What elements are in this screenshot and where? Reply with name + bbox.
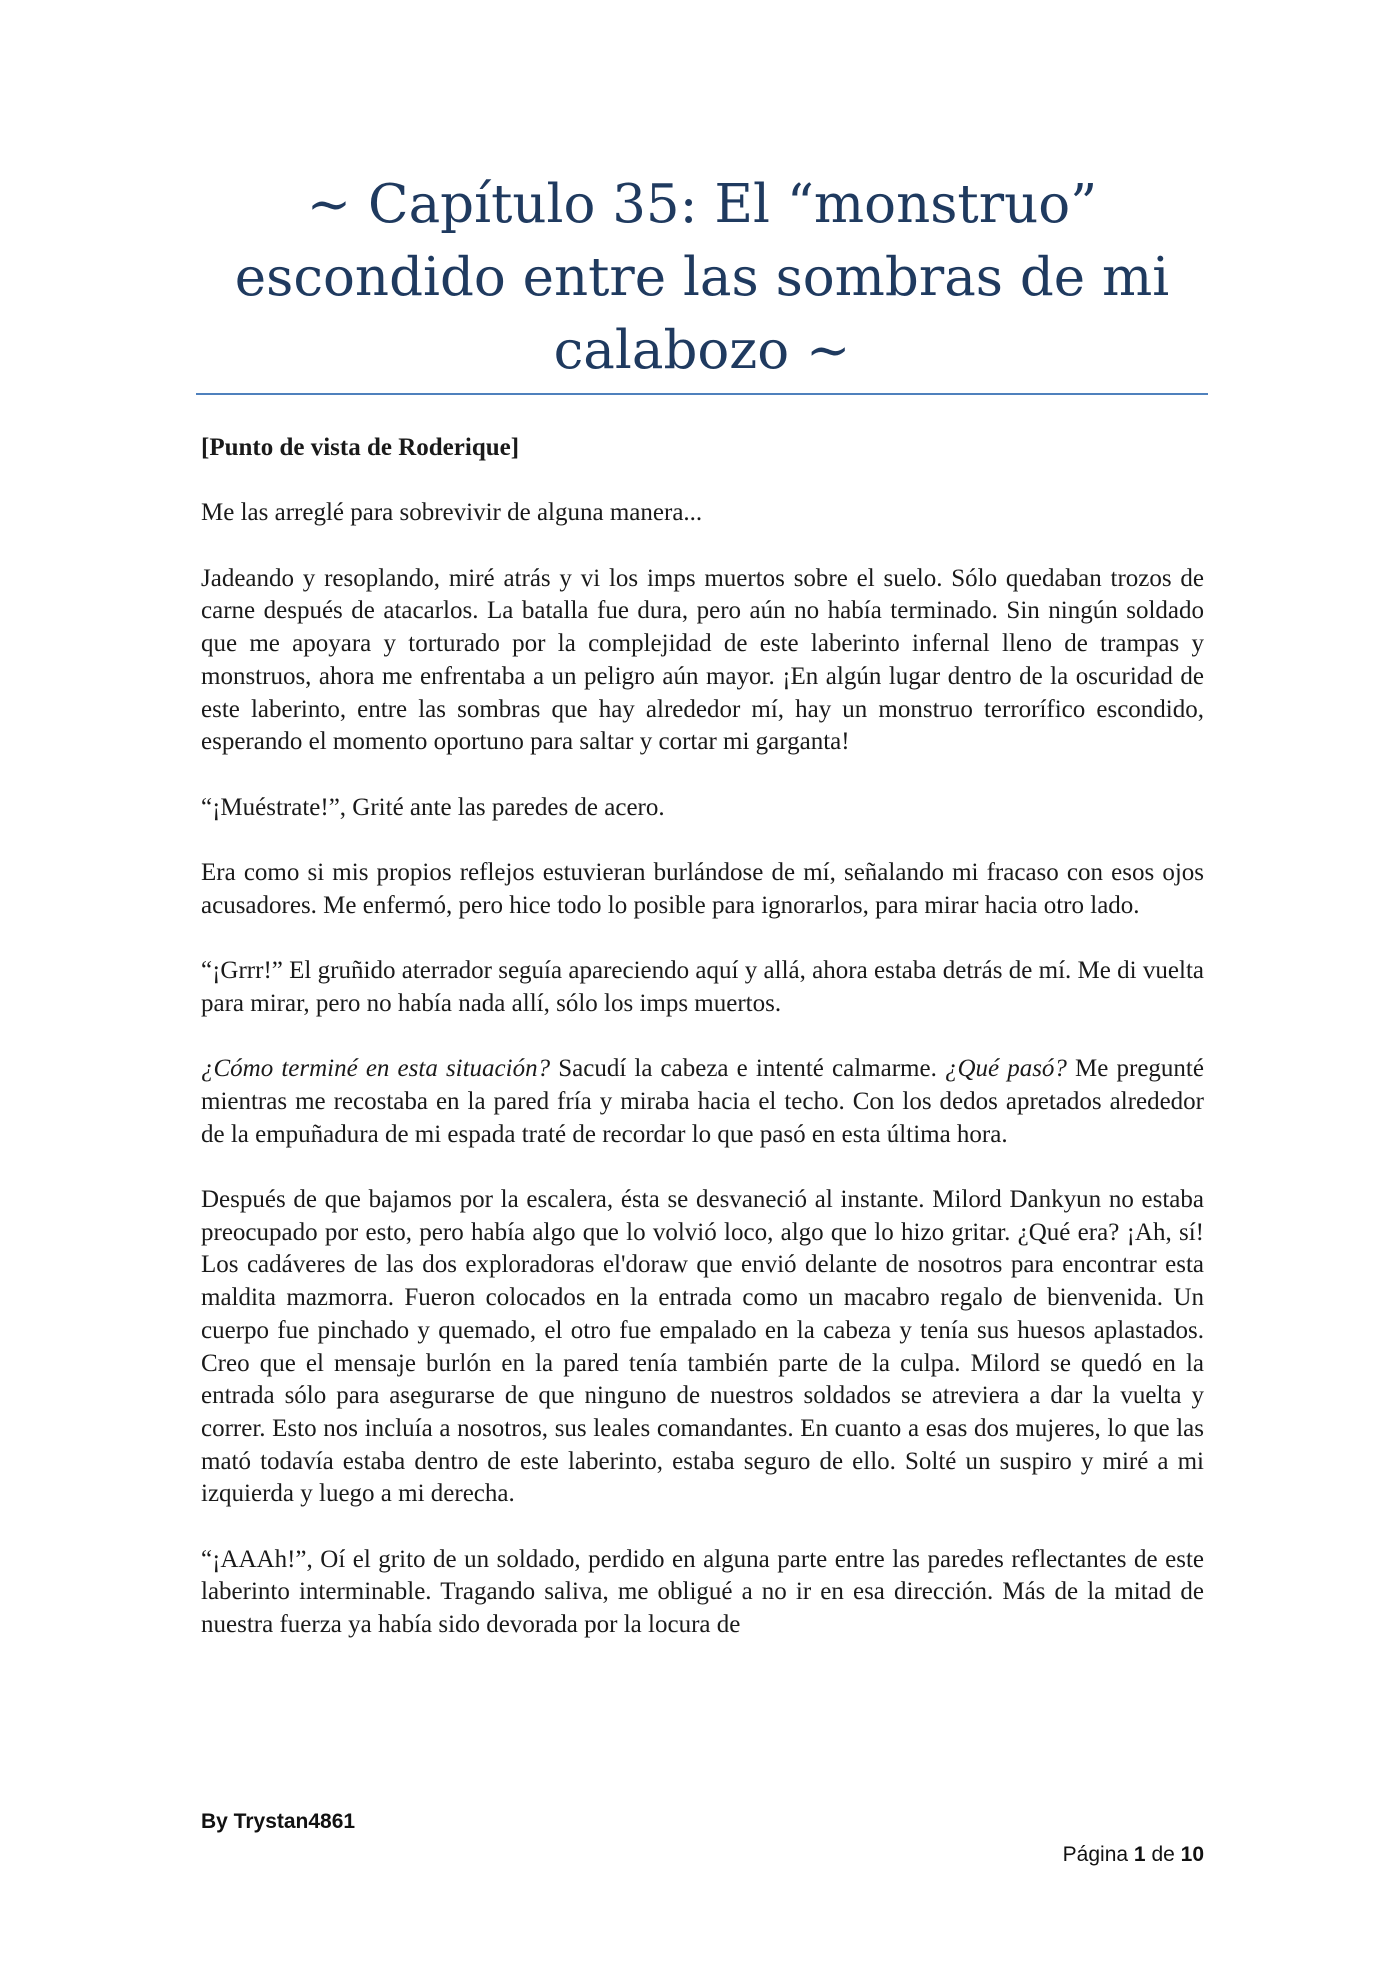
paragraph-4: Era como si mis propios reflejos estuvieran burlándose de mí, señalando mi fracaso con esos ojos acusadores. Me enfermó, pero hice todo lo posible para ignorarlos, para mirar hacia otro lado. [201,859,1204,919]
paragraph-2: Jadeando y resoplando, miré atrás y vi los imps muertos sobre el suelo. Sólo quedaban trozos de carne después de atacarlos. La batalla fue dura, pero aún no había terminado. Sin ningún soldado que me apoyara y torturado por la complejidad de este laberinto infernal lleno de trampas y monstruos, ahora me enfrentaba a un peligro aún mayor. ¡En algún lugar dentro de la oscuridad de este laberinto, entre las sombras que hay alrededor mí, hay un monstruo terrorífico escondido, esperando el momento oportuno para saltar y cortar mi garganta! [201,564,1204,756]
chapter-title-line-2: escondido entre las sombras de mi [234,247,1170,308]
paragraph-6-text-2: Me pregunté mientras me recostaba en la pared fría y miraba hacia el techo. Con los dedos apretados alrededor de la empuñadura de mi espada traté de recordar lo que pasó en esta última hora. [201,1055,1204,1148]
paragraph-3: “¡Muéstrate!”, Grité ante las paredes de acero. [201,793,665,821]
page-current: 1 [1133,1843,1146,1866]
chapter-title-line-1: ~ Capítulo 35: El “monstruo” [306,174,1098,235]
title-divider [196,393,1208,395]
paragraph-5: “¡Grrr!” El gruñido aterrador seguía apareciendo aquí y allá, ahora estaba detrás de mí. Me di vuelta para mirar, pero no había nada allí, sólo los imps muertos. [201,957,1204,1017]
chapter-body [201,432,1204,1642]
page-label: Página [1062,1843,1129,1866]
paragraph-8: “¡AAAh!”, Oí el grito de un soldado, perdido en alguna parte entre las paredes reflectantes de este laberinto interminable. Tragando saliva, me obligué a no ir en esa dirección. Más de la mitad de nuestra fuerza ya había sido devorada por la locura de [201,1545,1204,1639]
page-total: 10 [1180,1843,1204,1866]
page-of-label: de [1151,1843,1175,1866]
italic-thought-1: ¿Cómo terminé en esta situación? [201,1055,551,1083]
paragraph-1: Me las arreglé para sobrevivir de alguna manera... [201,499,703,527]
chapter-title [196,168,1208,387]
author-credit: By Trystan4861 [201,1810,356,1833]
page-number [1063,1843,1204,1867]
paragraph-6 [201,1053,1204,1151]
paragraph-6-text-1: Sacudí la cabeza e intenté calmarme. [550,1055,945,1083]
point-of-view-heading: [Punto de vista de Roderique] [201,434,520,461]
chapter-title-line-3: calabozo ~ [553,320,851,381]
paragraph-7: Después de que bajamos por la escalera, ésta se desvaneció al instante. Milord Dankyun no estaba preocupado por esto, pero había algo que lo volvió loco, algo que lo hizo gritar. ¿Qué era? ¡Ah, sí! Los cadáveres de las dos exploradoras el'doraw que envió delante de nosotros para encontrar esta maldita mazmorra. Fueron colocados en la entrada como un macabro regalo de bienvenida. Un cuerpo fue pinchado y quemado, el otro fue empalado en la cabeza y tenía sus huesos aplastados. Creo que el mensaje burlón en la pared tenía también parte de la culpa. Milord se quedó en la entrada sólo para asegurarse de que ninguno de nuestros soldados se atreviera a dar la vuelta y correr. Esto nos incluía a nosotros, sus leales comandantes. En cuanto a esas dos mujeres, lo que las mató todavía estaba dentro de este laberinto, estaba seguro de ello. Solté un suspiro y miré a mi izquierda y luego a mi derecha. [201,1186,1204,1508]
italic-thought-2: ¿Qué pasó? [944,1055,1067,1083]
